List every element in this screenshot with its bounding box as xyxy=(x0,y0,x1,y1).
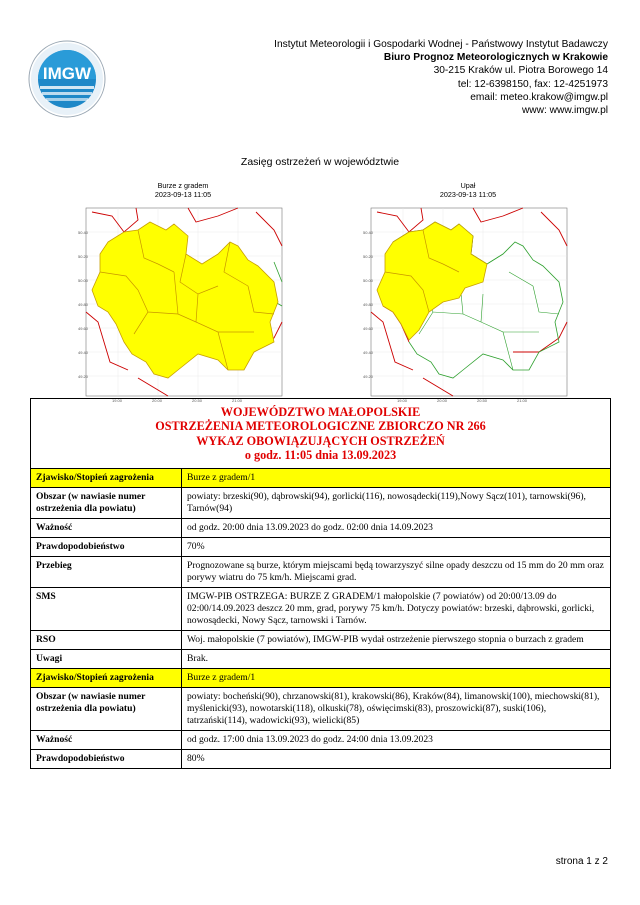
svg-text:49.40: 49.40 xyxy=(78,350,89,355)
row-label: Ważność xyxy=(31,731,182,749)
table-row xyxy=(31,538,610,557)
row-label: Uwagi xyxy=(31,650,182,668)
row-value: Burze z gradem/1 xyxy=(187,671,256,683)
page-number: strona 1 z 2 xyxy=(555,856,608,867)
bulletin-title xyxy=(31,399,610,469)
table-row xyxy=(31,750,610,768)
bulletin-number: OSTRZEŻENIA METEOROLOGICZNE ZBIORCZO NR 266 xyxy=(155,419,486,434)
row-label: Przebieg xyxy=(31,557,182,587)
warnings-table xyxy=(30,398,611,769)
svg-text:49.60: 49.60 xyxy=(363,326,374,331)
svg-text:50.40: 50.40 xyxy=(78,230,89,235)
table-row xyxy=(31,588,610,631)
table-row xyxy=(31,650,610,669)
row-label: Ważność xyxy=(31,519,182,537)
svg-text:49.80: 49.80 xyxy=(363,302,374,307)
row-value: Woj. małopolskie (7 powiatów), IMGW-PIB wydał ostrzeżenie pierwszego stopnia o burzach z gradem xyxy=(187,633,584,645)
row-label: Prawdopodobieństwo xyxy=(31,750,182,768)
svg-text:20.50: 20.50 xyxy=(477,398,488,403)
table-row xyxy=(31,731,610,750)
svg-text:49.20: 49.20 xyxy=(78,374,89,379)
section-title: Zasięg ostrzeżeń w województwie xyxy=(240,156,400,168)
svg-text:49.40: 49.40 xyxy=(363,350,374,355)
row-value: powiaty: bocheński(90), chrzanowski(81), krakowski(86), Kraków(84), limanowski(100), miechowski(81), myślenicki(93), nowotarski(118), olkuski(78), oświęcimski(83), proszowicki(87), suski(106), tatrzański(114), wadowicki(93), wielicki(85) xyxy=(187,690,600,726)
row-value: 80% xyxy=(187,752,205,764)
svg-text:21.00: 21.00 xyxy=(232,398,243,403)
svg-text:49.60: 49.60 xyxy=(78,326,89,331)
map-date: 2023-09-13 11:05 xyxy=(154,190,212,199)
svg-text:19.00: 19.00 xyxy=(112,398,123,403)
row-value: 70% xyxy=(187,540,205,552)
row-label: Obszar (w nawiasie numer ostrzeżenia dla powiatu) xyxy=(31,488,182,518)
row-label: Obszar (w nawiasie numer ostrzeżenia dla powiatu) xyxy=(31,688,182,730)
row-label: Zjawisko/Stopień zagrożenia xyxy=(31,469,182,487)
phone-fax: tel: 12-6398150, fax: 12-4251973 xyxy=(457,78,608,90)
map-date: 2023-09-13 11:05 xyxy=(439,190,497,199)
map-heat xyxy=(363,181,573,409)
imgw-logo xyxy=(28,40,106,118)
svg-text:20.50: 20.50 xyxy=(192,398,203,403)
row-value: od godz. 20:00 dnia 13.09.2023 do godz. 02:00 dnia 14.09.2023 xyxy=(187,521,433,533)
address: 30-215 Kraków ul. Piotra Borowego 14 xyxy=(433,65,608,77)
table-row xyxy=(31,669,610,688)
row-label: Prawdopodobieństwo xyxy=(31,538,182,556)
office-name: Biuro Prognoz Meteorologicznych w Krakowie xyxy=(383,52,608,64)
svg-text:50.00: 50.00 xyxy=(363,278,374,283)
institute-header xyxy=(274,38,608,117)
row-value: Brak. xyxy=(187,652,209,664)
table-row xyxy=(31,631,610,650)
row-label: SMS xyxy=(31,588,182,630)
warning-map xyxy=(78,202,288,404)
row-value: IMGW-PIB OSTRZEGA: BURZE Z GRADEM/1 małopolskie (7 powiatów) od 20:00/13.09 do 02:00/14.09.2023 deszcz 20 mm, grad, porywy 75 km/h. Dotyczy powiatów: brzeski, dąbrowski, gorlicki, nowosądecki, Nowy Sącz, tarnowski i Tarnów. xyxy=(187,590,595,626)
svg-text:50.40: 50.40 xyxy=(363,230,374,235)
table-row xyxy=(31,488,610,519)
row-value: powiaty: brzeski(90), dąbrowski(94), gorlicki(116), nowosądecki(119),Nowy Sącz(101), tarnowski(96), Tarnów(94) xyxy=(187,490,586,514)
row-value: Prognozowane są burze, którym miejscami będą towarzyszyć silne opady deszczu od 15 mm do 20 mm oraz porywy wiatru do 75 km/h. Miejscami grad. xyxy=(187,559,604,583)
voivodeship-title: WOJEWÓDZTWO MAŁOPOLSKIE xyxy=(220,405,421,419)
svg-text:50.20: 50.20 xyxy=(363,254,374,259)
table-row xyxy=(31,688,610,731)
map-hail-storms xyxy=(78,181,288,409)
svg-text:20.00: 20.00 xyxy=(152,398,163,403)
row-value: Burze z gradem/1 xyxy=(187,471,256,483)
svg-text:21.00: 21.00 xyxy=(517,398,528,403)
svg-text:19.00: 19.00 xyxy=(397,398,408,403)
bulletin-time: o godz. 11:05 dnia 13.09.2023 xyxy=(244,448,397,463)
map-title: Upał xyxy=(460,181,476,190)
institute-name: Instytut Meteorologii i Gospodarki Wodnej - Państwowy Instytut Badawczy xyxy=(274,39,608,50)
svg-text:49.20: 49.20 xyxy=(363,374,374,379)
list-title: WYKAZ OBOWIĄZUJĄCYCH OSTRZEŻEŃ xyxy=(196,433,445,448)
row-label: RSO xyxy=(31,631,182,649)
website: www: www.imgw.pl xyxy=(521,105,608,117)
row-label: Zjawisko/Stopień zagrożenia xyxy=(31,669,182,687)
map-title: Burze z gradem xyxy=(157,181,209,190)
table-row xyxy=(31,557,610,588)
email: email: meteo.krakow@imgw.pl xyxy=(470,91,608,103)
svg-text:20.00: 20.00 xyxy=(437,398,448,403)
svg-text:50.20: 50.20 xyxy=(78,254,89,259)
row-value: od godz. 17:00 dnia 13.09.2023 do godz. 24:00 dnia 13.09.2023 xyxy=(187,733,433,745)
svg-text:50.00: 50.00 xyxy=(78,278,89,283)
warning-map xyxy=(363,202,573,404)
table-row xyxy=(31,519,610,538)
table-row xyxy=(31,469,610,488)
svg-text:49.80: 49.80 xyxy=(78,302,89,307)
imgw-logo-graphic xyxy=(28,40,106,118)
logo-text: IMGW xyxy=(42,64,92,83)
